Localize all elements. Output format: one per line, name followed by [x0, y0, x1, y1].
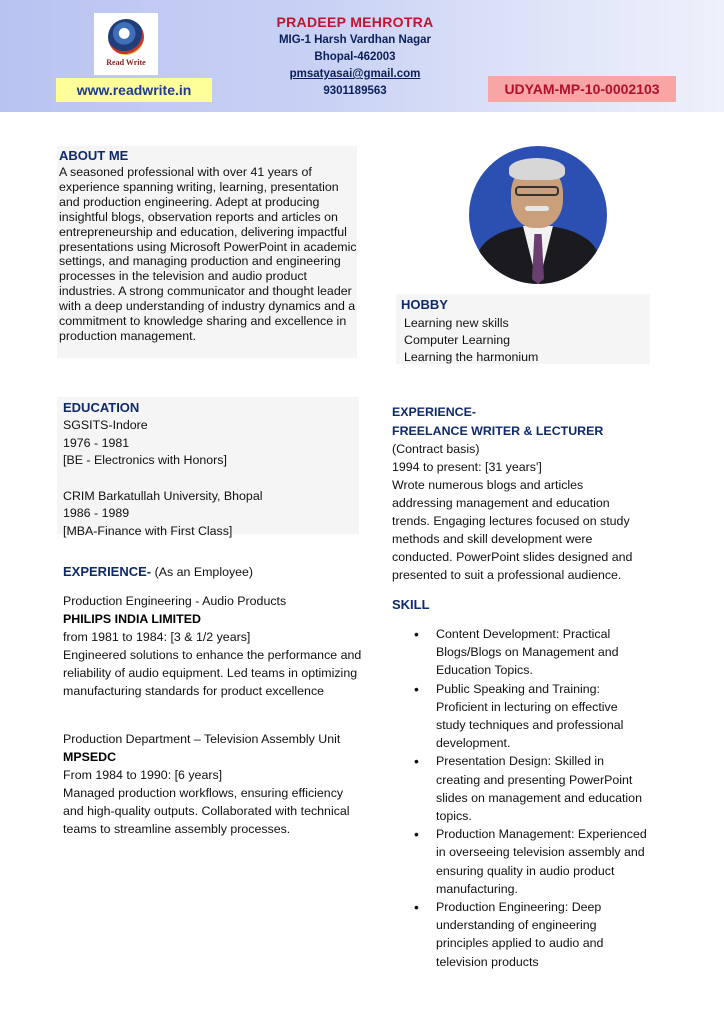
job-period: From 1984 to 1990: [6 years] — [63, 768, 223, 782]
header-banner — [0, 0, 724, 112]
freelance-basis: (Contract basis) — [392, 442, 480, 456]
job-period: from 1981 to 1984: [3 & 1/2 years] — [63, 630, 251, 644]
hobby-item: Learning the harmonium — [404, 350, 539, 364]
hobby-item: Computer Learning — [404, 333, 511, 347]
education-degree: [BE - Electronics with Honors] — [63, 453, 227, 468]
education-list — [63, 417, 262, 541]
freelance-experience-heading — [392, 403, 603, 441]
job-company: PHILIPS INDIA LIMITED — [63, 612, 201, 626]
job-role: Production Department – Television Assembly Unit — [63, 732, 341, 746]
employee-experience-subtitle: (As an Employee) — [151, 565, 254, 579]
education-spacer — [63, 470, 262, 488]
udyam-registration-badge: UDYAM-MP-10-0002103 — [488, 76, 676, 102]
freelance-role-title: FREELANCE WRITER & LECTURER — [392, 424, 604, 438]
photo-hair — [509, 158, 565, 180]
employee-experience-title: EXPERIENCE- — [63, 564, 152, 579]
photo-mustache — [525, 206, 549, 211]
job-description: Engineered solutions to enhance the performance and reliability of audio equipment. Led teams in optimizing manufacturing standards for product excellence — [63, 648, 362, 698]
freelance-description: Wrote numerous blogs and articles addressing management and education trends. Engaging lectures focused on study methods and skill development were conducted. PowerPoint slides designed and presented to suit a professional audience. — [392, 478, 633, 582]
hobby-list — [404, 315, 538, 366]
job-role: Production Engineering - Audio Products — [63, 594, 287, 608]
about-title: ABOUT ME — [59, 148, 129, 163]
freelance-period: 1994 to present: [31 years'] — [392, 460, 542, 474]
website-link[interactable]: www.readwrite.in — [56, 78, 212, 102]
education-degree: [MBA-Finance with First Class] — [63, 524, 233, 539]
employee-experience-heading — [63, 564, 253, 579]
job-company: MPSEDC — [63, 750, 117, 764]
job-entry — [63, 730, 363, 838]
freelance-experience-title: EXPERIENCE- — [392, 405, 476, 419]
hobby-item: Learning new skills — [404, 316, 509, 330]
skill-item: • Presentation Design: Skilled in creating and presenting PowerPoint slides on management and education topics. — [414, 752, 650, 825]
skill-list — [414, 625, 650, 971]
education-institution: SGSITS-Indore — [63, 418, 148, 432]
address-line-2: Bhopal-462003 — [314, 51, 396, 63]
address-line-1: MIG-1 Harsh Vardhan Nagar — [278, 34, 432, 46]
education-institution: CRIM Barkatullah University, Bhopal — [63, 488, 263, 503]
skill-title: SKILL — [392, 597, 430, 612]
skill-item: • Production Engineering: Deep understanding of engineering principles applied to audio and television products — [414, 898, 650, 971]
education-title: EDUCATION — [63, 400, 140, 415]
job-entry — [63, 592, 363, 700]
hobby-title: HOBBY — [401, 297, 448, 312]
education-years: 1976 - 1981 — [63, 435, 130, 450]
photo-glasses — [515, 186, 559, 196]
person-name: PRADEEP MEHROTRA — [276, 14, 434, 30]
skill-item: • Public Speaking and Training: Proficient in lecturing on effective study techniques and professional development. — [414, 680, 650, 753]
email-link[interactable]: pmsatyasai@gmail.com — [289, 68, 421, 80]
skill-item: • Content Development: Practical Blogs/Blogs on Management and Education Topics. — [414, 625, 650, 680]
profile-photo — [469, 146, 607, 284]
logo-text: Read Write — [106, 58, 146, 67]
phone-number: 9301189563 — [323, 85, 387, 97]
about-text: A seasoned professional with over 41 years of experience spanning writing, learning, presentation and production engineering. Adept at producing insightful blogs, observation reports and articles on entrepreneurship and education, delivering impactful presentations using Microsoft PowerPoint in academic settings, and managing production and engineering processes in the television and audio product industries. A strong communicator and thought leader with a deep understanding of industry dynamics and a commitment to knowledge sharing and excellence in production management. — [59, 165, 357, 343]
read-write-logo — [94, 13, 158, 75]
skill-item: • Production Management: Experienced in overseeing television assembly and ensuring quality in audio product manufacturing. — [414, 825, 650, 898]
globe-emblem-icon — [108, 19, 144, 55]
freelance-experience-body — [392, 440, 642, 584]
education-years: 1986 - 1989 — [63, 506, 130, 521]
job-description: Managed production workflows, ensuring efficiency and high-quality outputs. Collaborated with technical teams to streamline assembly processes. — [63, 786, 350, 836]
